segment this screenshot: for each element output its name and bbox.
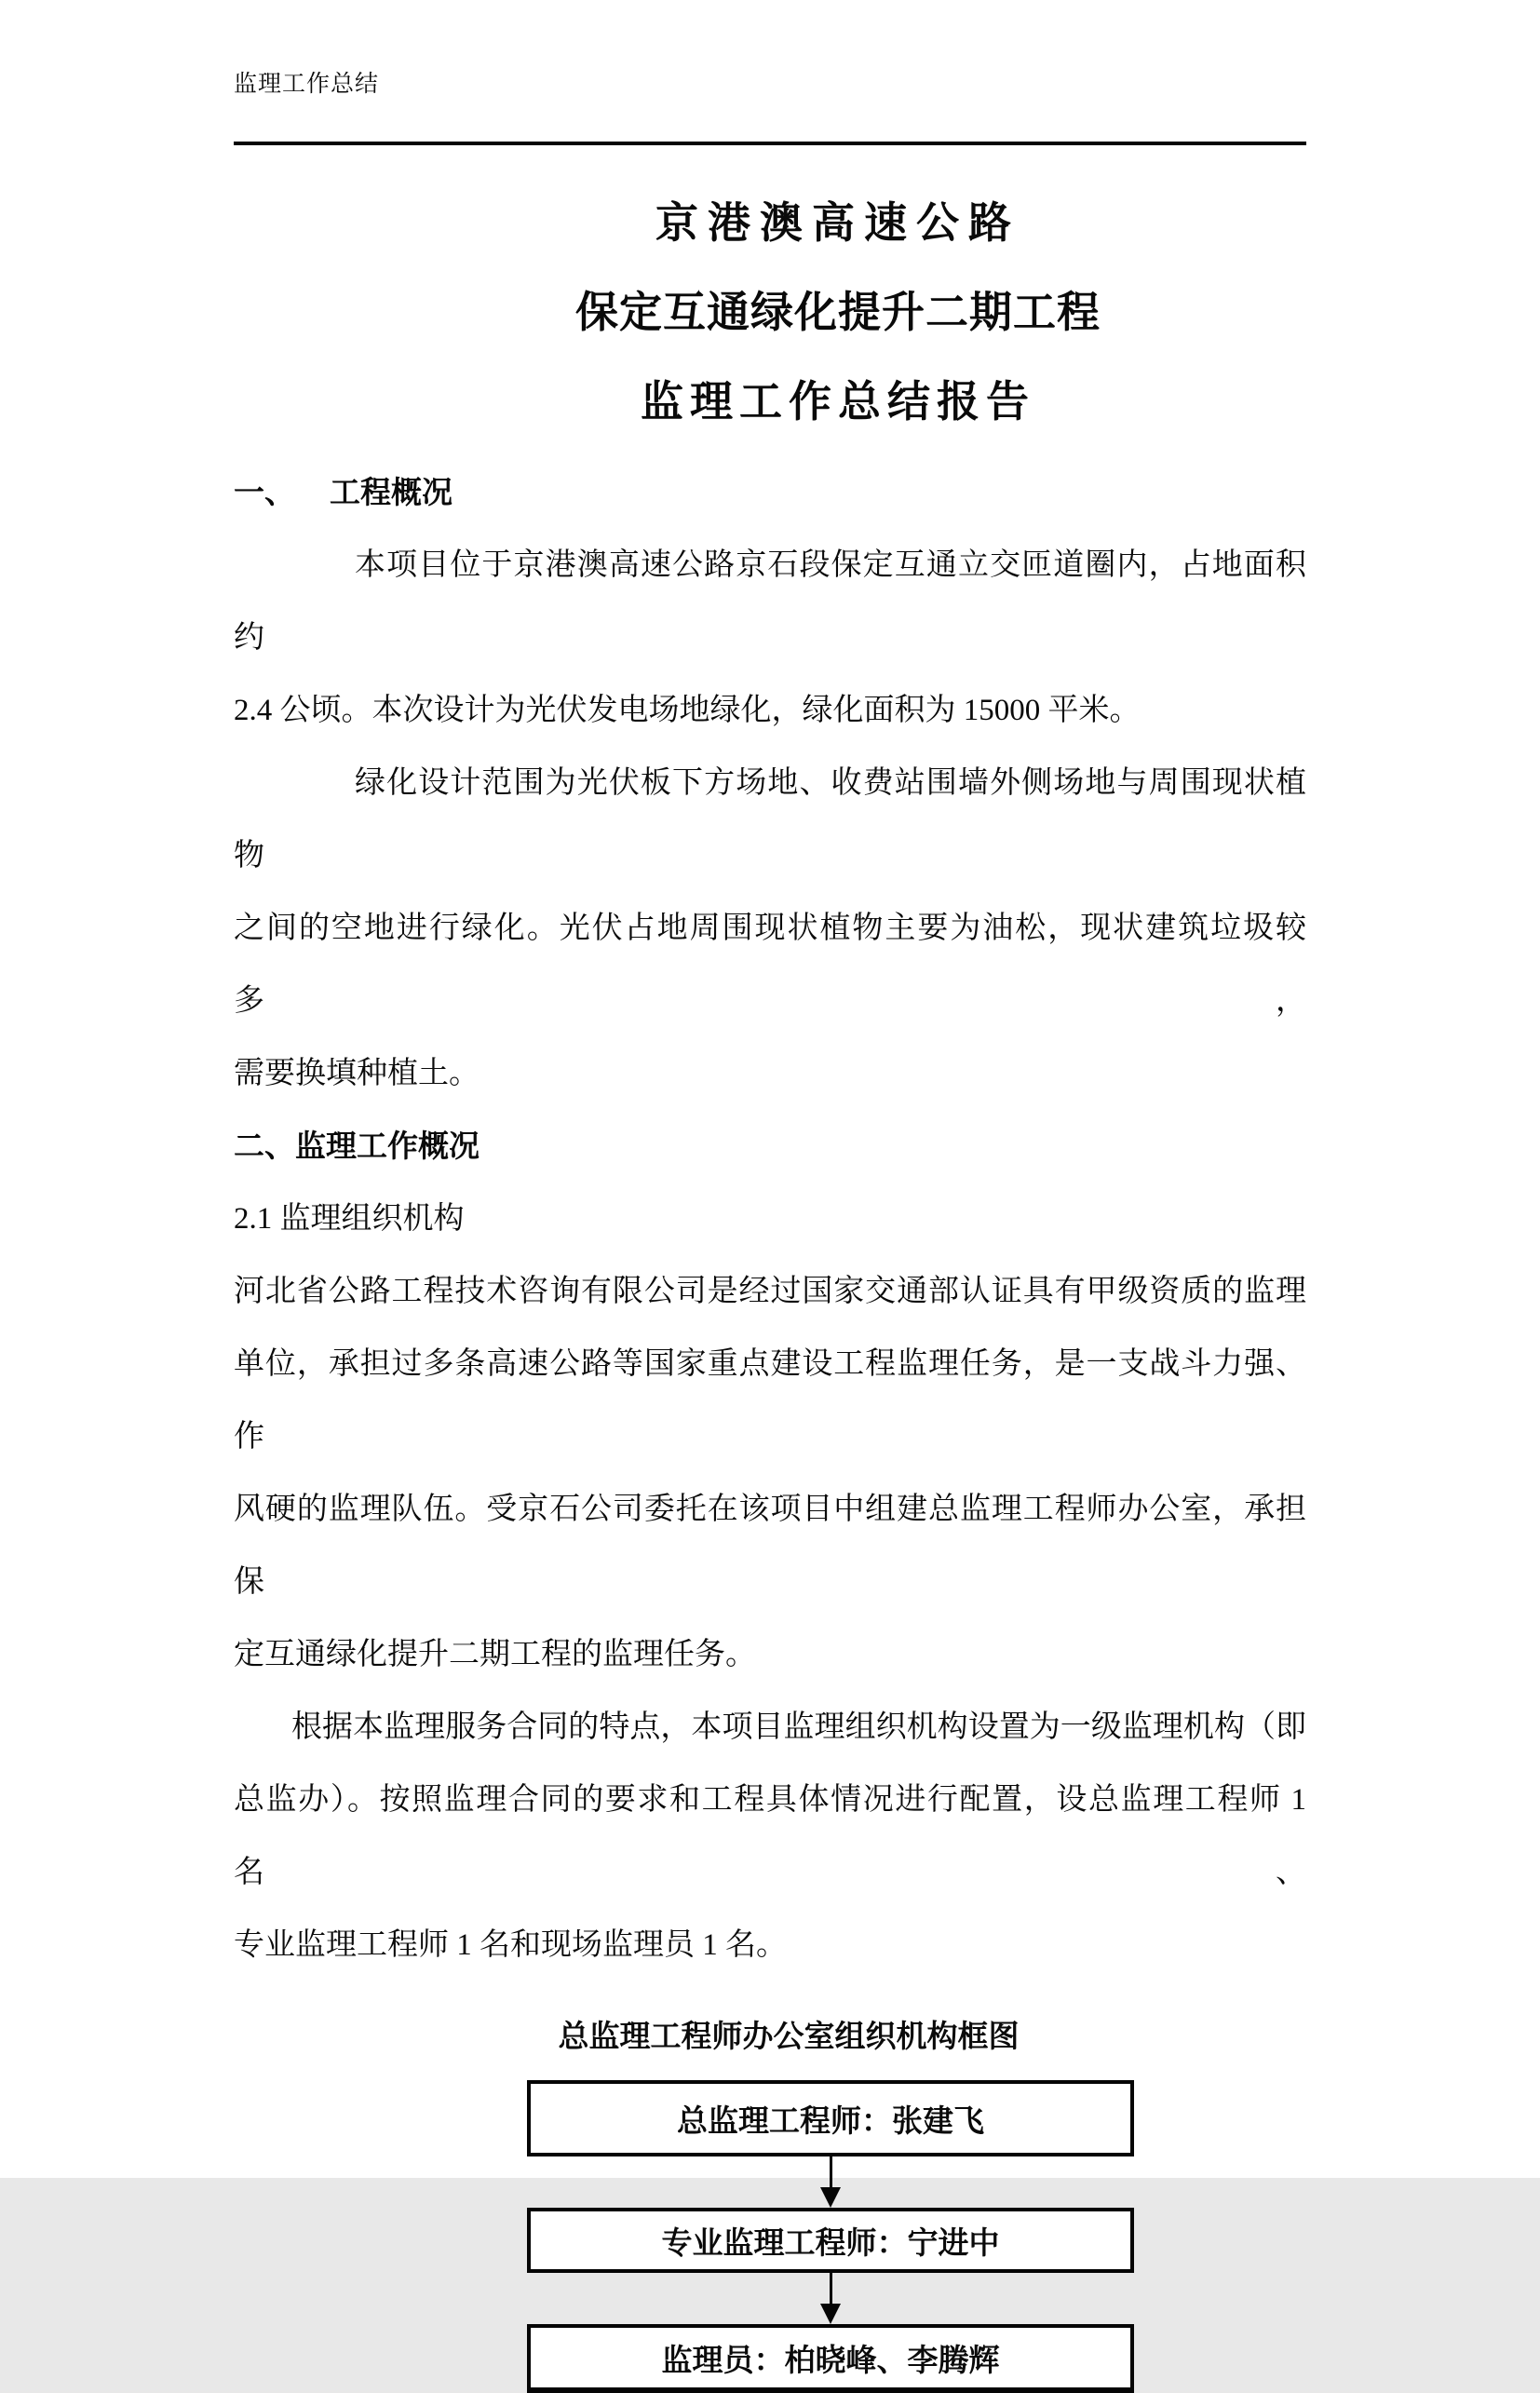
org-chart-arrow-down-1 [819,2156,842,2208]
paragraph-3-line-4: 定互通绿化提升二期工程的监理任务。 [234,1638,756,1671]
section-1-number: 一、 [234,475,295,509]
paragraph-2-line-2: 之间的空地进行绿化。光伏占地周围现状植物主要为油松，现状建筑垃圾较多， [234,912,1306,1018]
paragraph-3-line-2: 单位，承担过多条高速公路等国家重点建设工程监理任务，是一支战斗力强、作 [234,1347,1306,1453]
header-divider-rule [234,142,1306,145]
arrow-head-icon [820,2187,841,2208]
section-2-heading: 二、监理工作概况 [234,1129,480,1163]
org-chart-title: 总监理工程师办公室组织机构框图 [558,2019,1020,2053]
paragraph-4-line-3: 专业监理工程师 1 名和现场监理员 1 名。 [234,1928,787,1962]
org-chart-box-professional-engineer-label: 专业监理工程师：宁进中 [661,2224,1000,2260]
title-line-2: 保定互通绿化提升二期工程 [575,289,1101,336]
paragraph-1-line-1: 本项目位于京港澳高速公路京石段保定互通立交匝道圈内，占地面积约 [234,548,1306,655]
arrow-head-icon [820,2304,841,2324]
org-chart-box-chief-engineer-label: 总监理工程师：张建飞 [677,2102,984,2138]
org-chart-box-supervisors-label: 监理员：柏晓峰、李腾辉 [661,2342,1000,2377]
arrow-stem [830,2273,832,2304]
title-line-1: 京港澳高速公路 [655,199,1020,247]
arrow-stem [830,2156,832,2187]
title-line-3: 监理工作总结报告 [641,378,1035,426]
org-chart-box-supervisors [527,2324,1134,2393]
org-chart-box-chief-engineer [527,2080,1134,2156]
org-chart-arrow-down-2 [819,2273,842,2324]
paragraph-3-line-1: 河北省公路工程技术咨询有限公司是经过国家交通部认证具有甲级资质的监理 [234,1275,1306,1308]
paragraph-1-line-2: 2.4 公顷。本次设计为光伏发电场地绿化，绿化面积为 15000 平米。 [234,694,1141,727]
paragraph-3-line-3: 风硬的监理队伍。受京石公司委托在该项目中组建总监理工程师办公室，承担保 [234,1493,1306,1599]
page-header-text: 监理工作总结 [234,72,380,97]
section-1-heading [234,456,1306,529]
paragraph-2-line-1: 绿化设计范围为光伏板下方场地、收费站围墙外侧场地与周围现状植物 [234,766,1306,872]
document-title-block [302,179,1374,447]
section-1-title: 工程概况 [330,475,453,509]
paragraph-4-line-2: 总监办）。按照监理合同的要求和工程具体情况进行配置，设总监理工程师 1 名、 [234,1783,1306,1889]
org-chart-box-professional-engineer [527,2208,1134,2273]
subsection-2-1-heading: 2.1 监理组织机构 [234,1202,465,1236]
paragraph-2-line-3: 需要换填种植土。 [234,1057,480,1090]
paragraph-4-line-1: 根据本监理服务合同的特点，本项目监理组织机构设置为一级监理机构（即 [291,1710,1306,1744]
